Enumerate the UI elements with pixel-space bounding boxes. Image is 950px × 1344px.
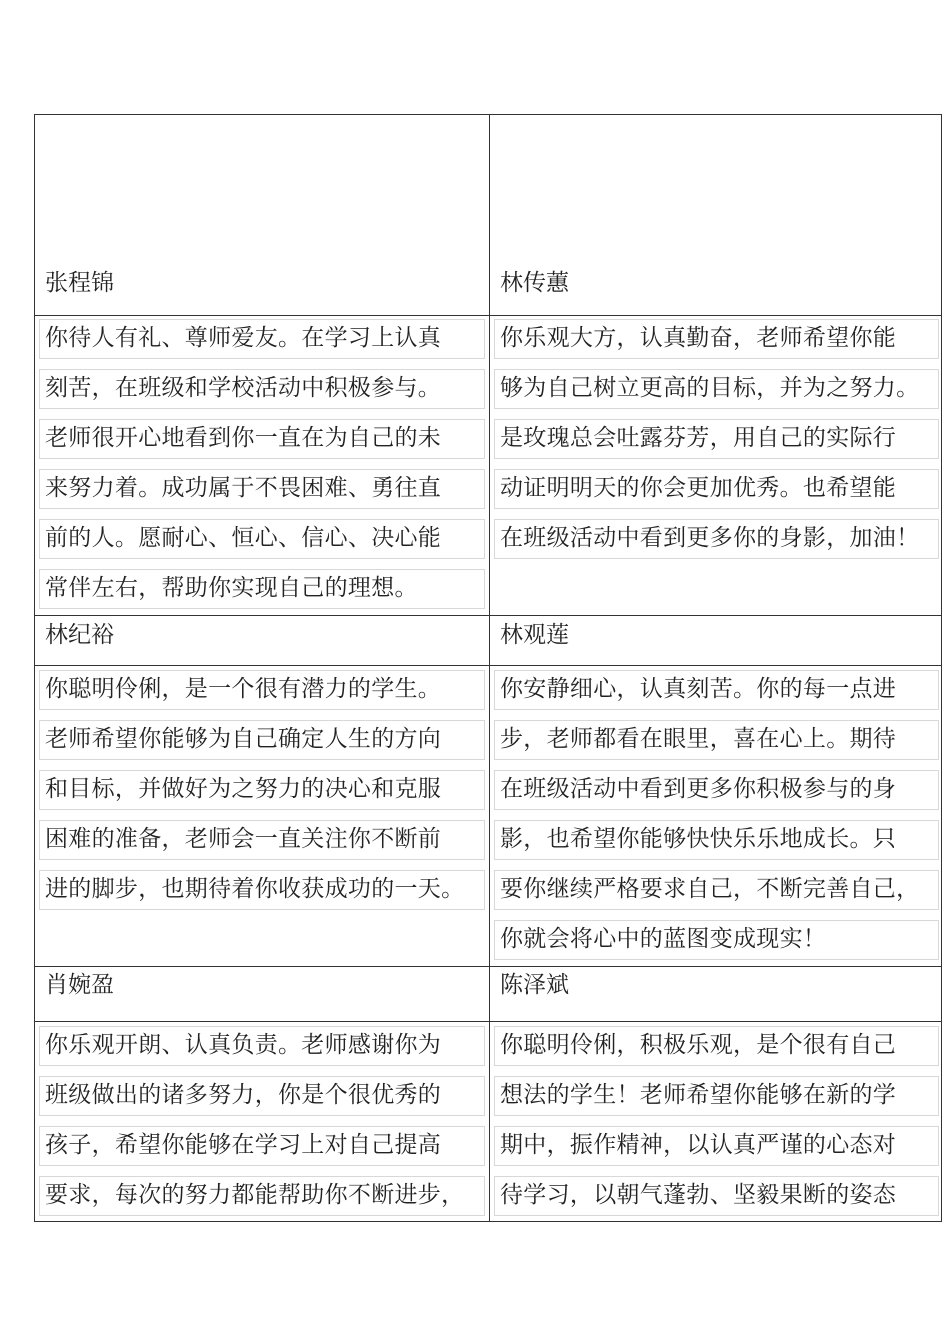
comment-line: 要求，每次的努力都能帮助你不断进步， — [39, 1176, 485, 1216]
comment-line: 刻苦，在班级和学校活动中积极参与。 — [39, 369, 485, 409]
comment-line: 前的人。愿耐心、恒心、信心、决心能 — [39, 519, 485, 559]
comment-line: 你聪明伶俐，积极乐观，是个很有自己 — [494, 1026, 939, 1066]
comment-line: 是玫瑰总会吐露芬芳，用自己的实际行 — [494, 419, 939, 459]
comment-line: 来努力着。成功属于不畏困难、勇往直 — [39, 469, 485, 509]
student-comment — [494, 1026, 939, 1226]
comment-line: 在班级活动中看到更多你积极参与的身 — [494, 770, 939, 810]
comment-line: 待学习，以朝气蓬勃、坚毅果断的姿态 — [494, 1176, 939, 1216]
student-comment — [39, 670, 485, 920]
student-comment — [39, 1026, 485, 1226]
comment-line: 你安静细心，认真刻苦。你的每一点进 — [494, 670, 939, 710]
comment-line: 在班级活动中看到更多你的身影，加油！ — [494, 519, 939, 559]
comment-line: 步，老师都看在眼里，喜在心上。期待 — [494, 720, 939, 760]
comment-line: 老师很开心地看到你一直在为自己的未 — [39, 419, 485, 459]
row-divider — [35, 315, 941, 316]
comment-line: 动证明明天的你会更加优秀。也希望能 — [494, 469, 939, 509]
comment-line: 孩子，希望你能够在学习上对自己提高 — [39, 1126, 485, 1166]
comment-line: 你聪明伶俐，是一个很有潜力的学生。 — [39, 670, 485, 710]
student-name: 林观莲 — [500, 622, 569, 648]
comment-line: 你乐观大方，认真勤奋，老师希望你能 — [494, 319, 939, 359]
student-comment — [494, 319, 939, 569]
comment-line: 班级做出的诸多努力，你是个很优秀的 — [39, 1076, 485, 1116]
student-comment — [39, 319, 485, 619]
student-comment — [494, 670, 939, 970]
comment-line: 你乐观开朗、认真负责。老师感谢你为 — [39, 1026, 485, 1066]
comment-line: 常伴左右，帮助你实现自己的理想。 — [39, 569, 485, 609]
comment-line: 够为自己树立更高的目标，并为之努力。 — [494, 369, 939, 409]
comment-line: 困难的准备，老师会一直关注你不断前 — [39, 820, 485, 860]
student-name: 陈泽斌 — [500, 972, 569, 998]
comment-line: 影，也希望你能够快快乐乐地成长。只 — [494, 820, 939, 860]
comment-line: 要你继续严格要求自己，不断完善自己， — [494, 870, 939, 910]
student-name: 林传蕙 — [500, 270, 569, 296]
comment-line: 你待人有礼、尊师爱友。在学习上认真 — [39, 319, 485, 359]
comment-line: 你就会将心中的蓝图变成现实！ — [494, 920, 939, 960]
comment-line: 和目标，并做好为之努力的决心和克服 — [39, 770, 485, 810]
row-divider — [35, 1021, 941, 1022]
comment-line: 进的脚步，也期待着你收获成功的一天。 — [39, 870, 485, 910]
comment-table — [34, 114, 942, 1222]
comment-line: 想法的学生！老师希望你能够在新的学 — [494, 1076, 939, 1116]
row-divider — [35, 665, 941, 666]
student-name: 肖婉盈 — [45, 972, 114, 998]
student-name: 林纪裕 — [45, 622, 114, 648]
student-name: 张程锦 — [45, 270, 114, 296]
comment-line: 老师希望你能够为自己确定人生的方向 — [39, 720, 485, 760]
comment-line: 期中，振作精神，以认真严谨的心态对 — [494, 1126, 939, 1166]
